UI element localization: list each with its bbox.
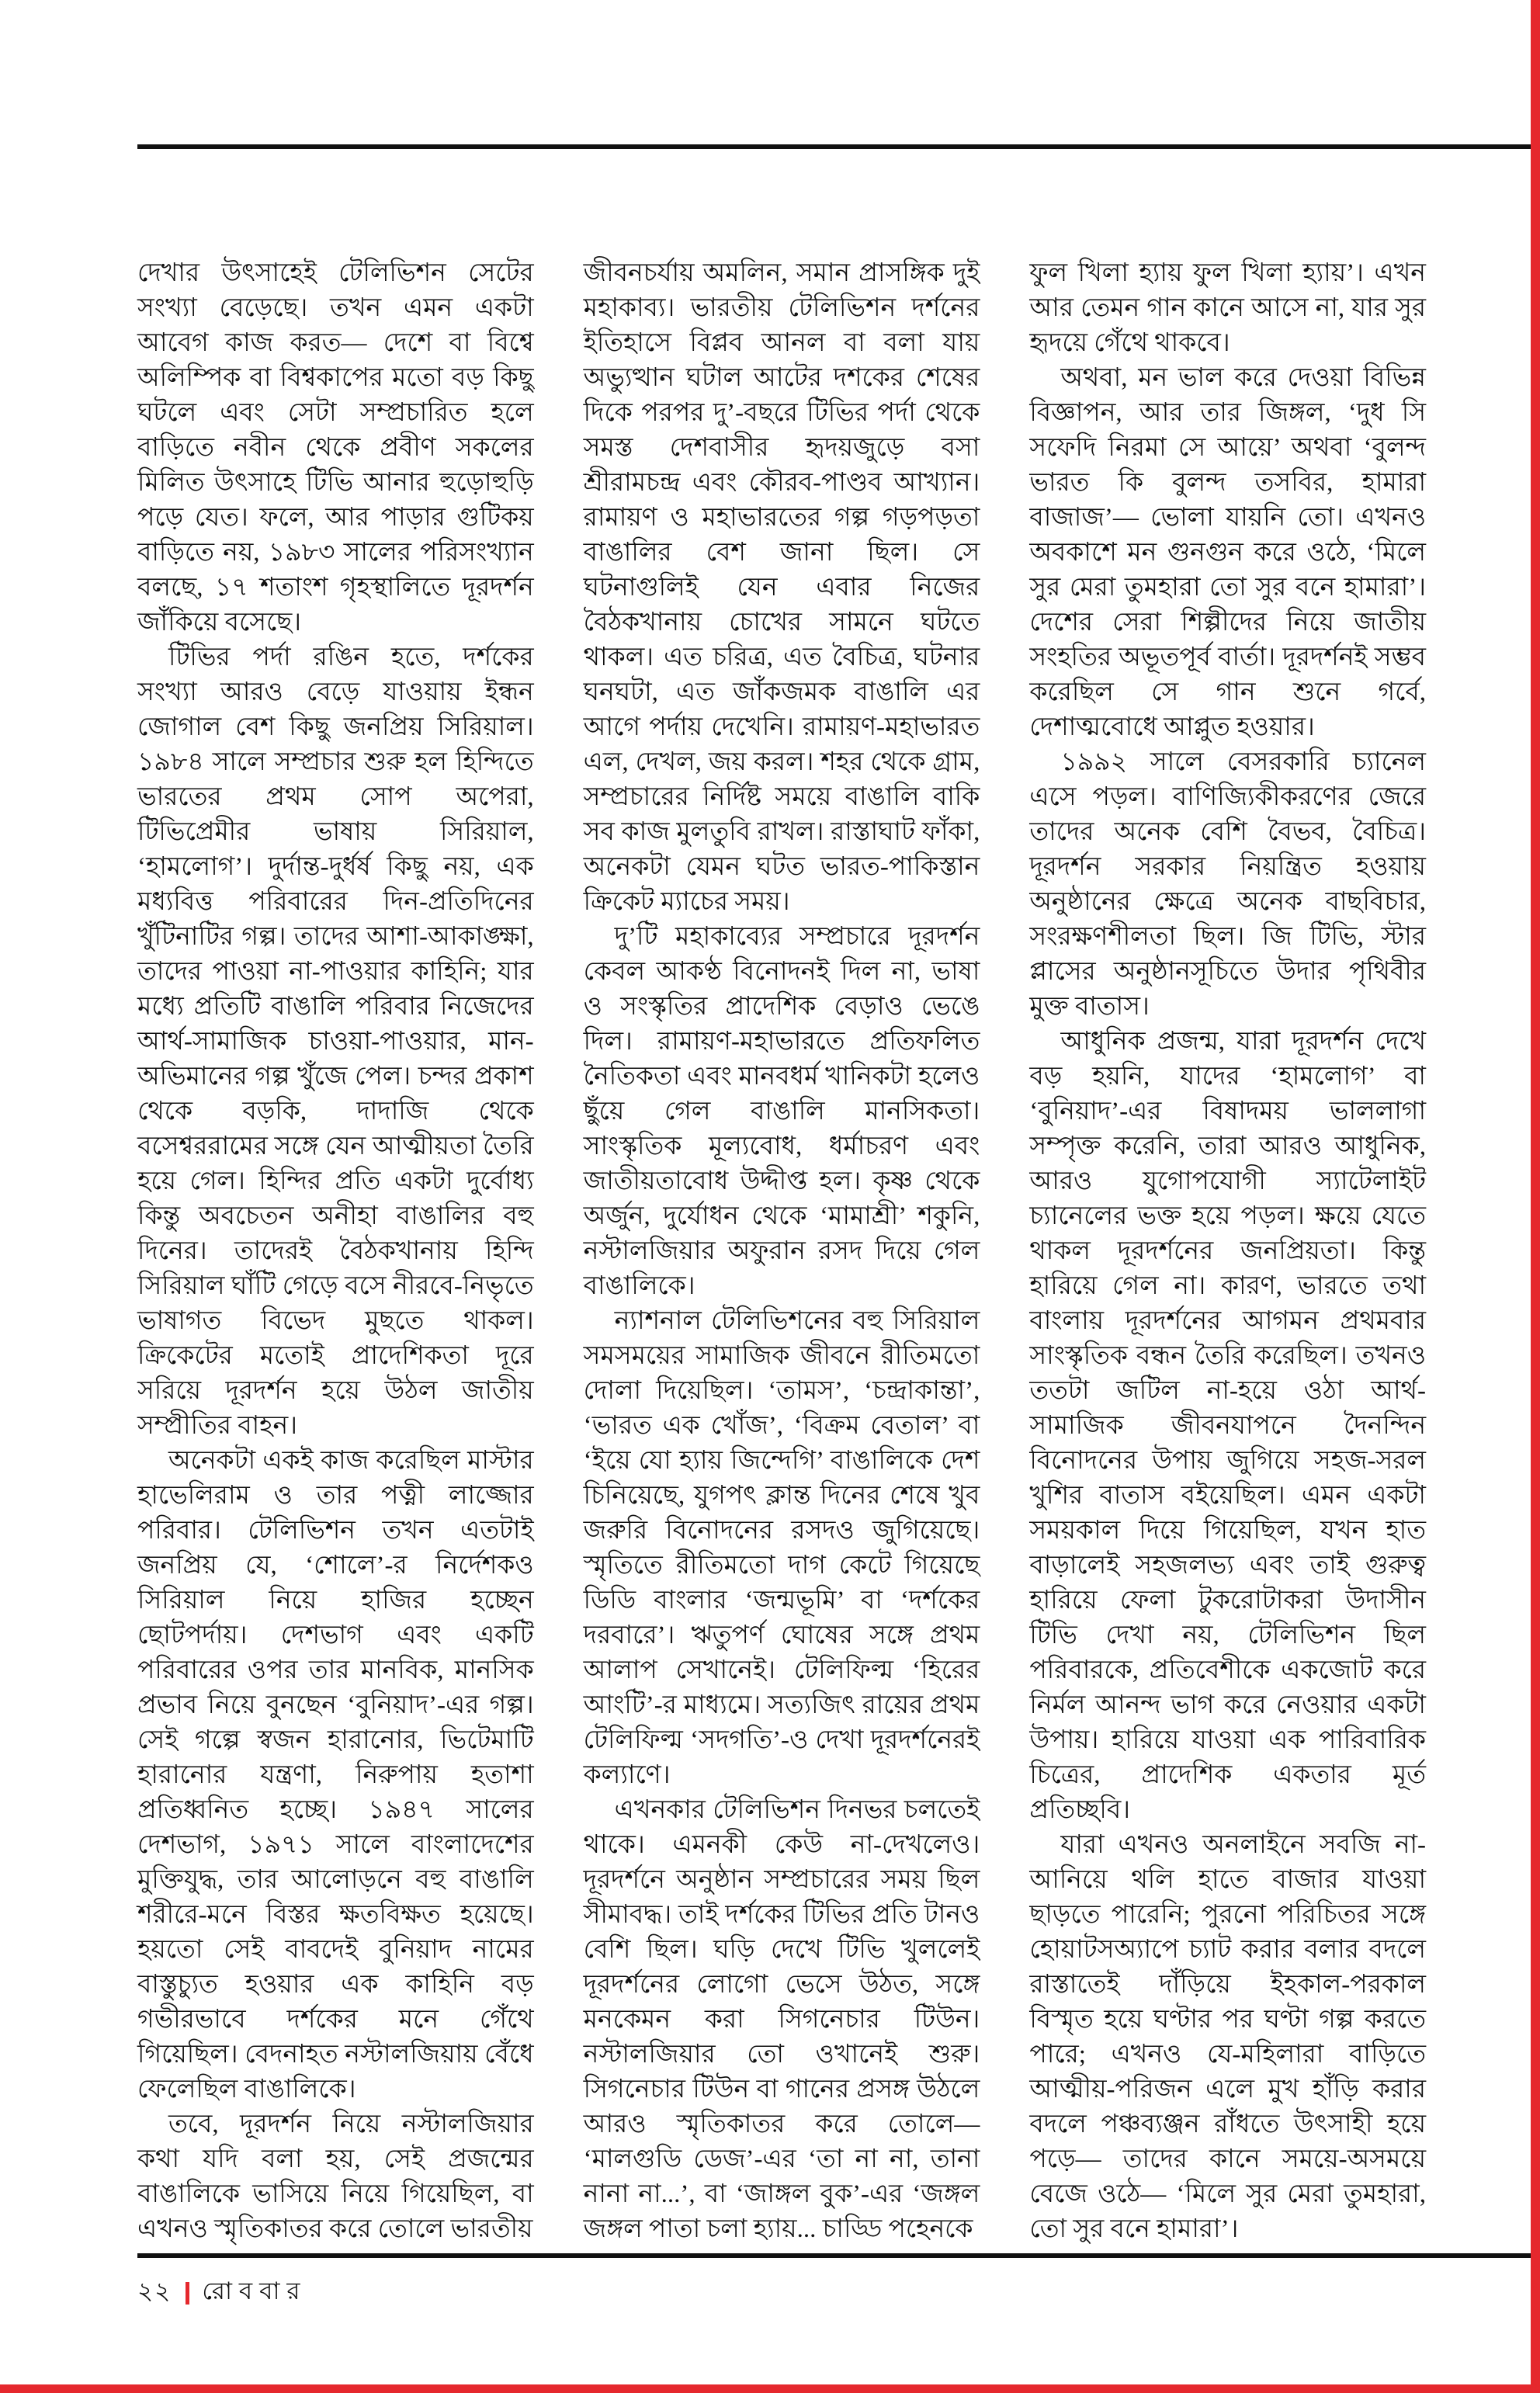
paragraph: ১৯৯২ সালে বেসরকারি চ্যানেল এসে পড়ল। বাণিজ্যিকীকরণের জেরে তাদের অনেক বেশি বৈভব, বৈচিত্র। দূরদর্শন সরকার নিয়ন্ত্রিত হওয়ায় অনুষ্ঠানের ক্ষেত্রে অনেক বাছবিচার, সংরক্ষণশীলতা ছিল। জি টিভি, স্টার প্লাসের অনুষ্ঠানসূচিতে উদার পৃথিবীর মুক্ত বাতাস। [1029,748,1427,1021]
page-footer [137,2273,307,2313]
page-edge-bottom-trim [0,2384,1540,2393]
article-column-1 [137,256,534,2247]
top-rule [137,144,1540,149]
article-column-3 [1029,256,1426,2247]
paragraph: জীবনচর্যায় অমলিন, সমান প্রাসঙ্গিক দুই মহাকাব্য। ভারতীয় টেলিভিশন দর্শনের ইতিহাসে বিপ্লব আনল বা বলা যায় অভ্যুত্থান ঘটাল আটের দশকের শেষের দিকে পরপর দু’-বছরে টিভির পর্দা থেকে সমস্ত দেশবাসীর হৃদয়জুড়ে বসা শ্রীরামচন্দ্র এবং কৌরব-পাণ্ডব আখ্যান। রামায়ণ ও মহাভারতের গল্প গড়পড়তা বাঙালির বেশ জানা ছিল। সে ঘটনাগুলিই যেন এবার নিজের বৈঠকখানায় চোখের সামনে ঘটতে থাকল। এত চরিত্র, এত বৈচিত্র, ঘটনার ঘনঘটা, এত জাঁকজমক বাঙালি এর আগে পর্দায় দেখেনি। রামায়ণ-মহাভারত এল, দেখল, জয় করল। শহর থেকে গ্রাম, সম্প্রচারের নির্দিষ্ট সময়ে বাঙালি বাকি সব কাজ মুলতুবি রাখল। রাস্তাঘাট ফাঁকা, অনেকটা যেমন ঘটত ভারত-পাকিস্তান ক্রিকেট ম্যাচের সময়। [583,259,980,916]
paragraph: টিভির পর্দা রঙিন হতে, দর্শকের সংখ্যা আরও বেড়ে যাওয়ায় ইন্ধন জোগাল বেশ কিছু জনপ্রিয় সিরিয়াল। ১৯৮৪ সালে সম্প্রচার শুরু হল হিন্দিতে ভারতের প্রথম সোপ অপেরা, টিভিপ্রেমীর ভাষায় সিরিয়াল, ‘হামলোগ’। দুর্দান্ত-দুর্ধর্ষ কিছু নয়, এক মধ্যবিত্ত পরিবারের দিন-প্রতিদিনের খুঁটিনাটির গল্প। তাদের আশা-আকাঙ্ক্ষা, তাদের পাওয়া না-পাওয়ার কাহিনি; যার মধ্যে প্রতিটি বাঙালি পরিবার নিজেদের আর্থ-সামাজিক চাওয়া-পাওয়ার, মান-অভিমানের গল্প খুঁজে পেল। চন্দর প্রকাশ থেকে বড়কি, দাদাজি থেকে বসেশ্বররামের সঙ্গে যেন আত্মীয়তা তৈরি হয়ে গেল। হিন্দির প্রতি একটা দুর্বোধ্য কিন্তু অবচেতন অনীহা বাঙালির বহু দিনের। তাদেরই বৈঠকখানায় হিন্দি সিরিয়াল ঘাঁটি গেড়ে বসে নীরবে-নিভৃতে ভাষাগত বিভেদ মুছতে থাকল। ক্রিকেটের মতোই প্রাদেশিকতা দূরে সরিয়ে দূরদর্শন হয়ে উঠল জাতীয় সম্প্রীতির বাহন। [137,643,534,1440]
page-edge-right-trim [1531,0,1540,2393]
paragraph: আধুনিক প্রজন্ম, যারা দূরদর্শন দেখে বড় হয়নি, যাদের ‘হামলোগ’ বা ‘বুনিয়াদ’-এর বিষাদময় ভাললাগা সম্পৃক্ত করেনি, তারা আরও আধুনিক, আরও যুগোপযোগী স্যাটেলাইট চ্যানেলের ভক্ত হয়ে পড়ল। ক্ষয়ে যেতে থাকল দূরদর্শনের জনপ্রিয়তা। কিন্তু হারিয়ে গেল না। কারণ, ভারতে তথা বাংলায় দূরদর্শনের আগমন প্রথমবার সাংস্কৃতিক বন্ধন তৈরি করেছিল। তখনও ততটা জটিল না-হয়ে ওঠা আর্থ-সামাজিক জীবনযাপনে দৈনন্দিন বিনোদনের উপায় জুগিয়ে সহজ-সরল খুশির বাতাস বইয়েছিল। এমন একটা সময়কাল দিয়ে গিয়েছিল, যখন হাত বাড়ালেই সহজলভ্য এবং তাই গুরুত্ব হারিয়ে ফেলা টুকরোটাকরা উদাসীন টিভি দেখা নয়, টেলিভিশন ছিল পরিবারকে, প্রতিবেশীকে একজোট করে নির্মল আনন্দ ভাগ করে নেওয়ার একটা উপায়। হারিয়ে যাওয়া এক পারিবারিক চিত্রের, প্রাদেশিক একতার মূর্ত প্রতিচ্ছবি। [1029,1028,1427,1824]
paragraph: তবে, দূরদর্শন নিয়ে নস্টালজিয়ার কথা যদি বলা হয়, সেই প্রজন্মের বাঙালিকে ভাসিয়ে নিয়ে গিয়েছিল, বা এখনও স্মৃতিকাতর করে তোলে ভারতীয় [137,2110,534,2243]
magazine-title: রোববার [202,2277,307,2305]
paragraph: অনেকটা একই কাজ করেছিল মাস্টার হাভেলিরাম ও তার পত্নী লাজ্জোর পরিবার। টেলিভিশন তখন এতটাই জনপ্রিয় যে, ‘শোলে’-র নির্দেশকও সিরিয়াল নিয়ে হাজির হচ্ছেন ছোটপর্দায়। দেশভাগ এবং একটি পরিবারের ওপর তার মানবিক, মানসিক প্রভাব নিয়ে বুনছেন ‘বুনিয়াদ’-এর গল্প। সেই গল্পে স্বজন হারানোর, ভিটেমাটি হারানোর যন্ত্রণা, নিরুপায় হতাশা প্রতিধ্বনিত হচ্ছে। ১৯৪৭ সালের দেশভাগ, ১৯৭১ সালে বাংলাদেশের মুক্তিযুদ্ধ, তার আলোড়নে বহু বাঙালি শরীরে-মনে বিস্তর ক্ষতবিক্ষত হয়েছে। হয়তো সেই বাবদেই বুনিয়াদ নামের বাস্তুচ্যুত হওয়ার এক কাহিনি বড় গভীরভাবে দর্শকের মনে গেঁথে গিয়েছিল। বেদনাহত নস্টালজিয়ায় বেঁধে ফেলেছিল বাঙালিকে। [137,1447,534,2103]
paragraph: দেখার উৎসাহেই টেলিভিশন সেটের সংখ্যা বেড়েছে। তখন এমন একটা আবেগ কাজ করত— দেশে বা বিশ্বে অলিম্পিক বা বিশ্বকাপের মতো বড় কিছু ঘটলে এবং সেটা সম্প্রচারিত হলে বাড়িতে নবীন থেকে প্রবীণ সকলের মিলিত উৎসাহে টিভি আনার হুড়োহুড়ি পড়ে যেত। ফলে, আর পাড়ার গুটিকয় বাড়িতে নয়, ১৯৮৩ সালের পরিসংখ্যান বলছে, ১৭ শতাংশ গৃহস্থালিতে দূরদর্শন জাঁকিয়ে বসেছে। [137,259,534,636]
footer-separator-bar [186,2282,189,2305]
page-number: ২২ [137,2277,172,2305]
article-column-2 [584,256,980,2247]
paragraph: ফুল খিলা হ্যায় ফুল খিলা হ্যায়’। এখন আর তেমন গান কানে আসে না, যার সুর হৃদয়ে গেঁথে থাকবে। [1029,259,1427,357]
paragraph: যারা এখনও অনলাইনে সবজি না-আনিয়ে থলি হাতে বাজার যাওয়া ছাড়তে পারেনি; পুরনো পরিচিতর সঙ্গে হোয়াটসঅ্যাপে চ্যাট করার বলার বদলে রাস্তাতেই দাঁড়িয়ে ইহকাল-পরকাল বিস্মৃত হয়ে ঘণ্টার পর ঘণ্টা গল্প করতে পারে; এখনও যে-মহিলারা বাড়িতে আত্মীয়-পরিজন এলে মুখ হাঁড়ি করার বদলে পঞ্চব্যঞ্জন রাঁধতে উৎসাহী হয়ে পড়ে— তাদের কানে সময়ে-অসময়ে বেজে ওঠে— ‘মিলে সুর মেরা তুমহারা, তো সুর বনে হামারা’। [1029,1831,1427,2243]
paragraph: ন্যাশনাল টেলিভিশনের বহু সিরিয়াল সমসময়ের সামাজিক জীবনে রীতিমতো দোলা দিয়েছিল। ‘তামস’, ‘চন্দ্রাকান্তা’, ‘ভারত এক খোঁজ’, ‘বিক্রম বেতাল’ বা ‘ইয়ে যো হ্যায় জিন্দেগি’ বাঙালিকে দেশ চিনিয়েছে, যুগপৎ ক্লান্ত দিনের শেষে খুব জরুরি বিনোদনের রসদও জুগিয়েছে। স্মৃতিতে রীতিমতো দাগ কেটে গিয়েছে ডিডি বাংলার ‘জন্মভূমি’ বা ‘দর্শকের দরবারে’। ঋতুপর্ণ ঘোষের সঙ্গে প্রথম আলাপ সেখানেই। টেলিফিল্ম ‘হিরের আংটি’-র মাধ্যমে। সত্যজিৎ রায়ের প্রথম টেলিফিল্ম ‘সদগতি’-ও দেখা দূরদর্শনেরই কল্যাণে। [583,1307,980,1789]
paragraph: দু’টি মহাকাব্যের সম্প্রচারে দূরদর্শন কেবল আকণ্ঠ বিনোদনই দিল না, ভাষা ও সংস্কৃতির প্রাদেশিক বেড়াও ভেঙে দিল। রামায়ণ-মহাভারতে প্রতিফলিত নৈতিকতা এবং মানবধর্ম খানিকটা হলেও ছুঁয়ে গেল বাঙালি মানসিকতা। সাংস্কৃতিক মূল্যবোধ, ধর্মাচরণ এবং জাতীয়তাবোধ উদ্দীপ্ত হল। কৃষ্ণ থেকে অর্জুন, দুর্যোধন থেকে ‘মামাশ্রী’ শকুনি, নস্টালজিয়ার অফুরান রসদ দিয়ে গেল বাঙালিকে। [583,923,980,1300]
article-body [137,256,1426,2247]
paragraph: এখনকার টেলিভিশন দিনভর চলতেই থাকে। এমনকী কেউ না-দেখলেও। দূরদর্শনে অনুষ্ঠান সম্প্রচারের সময় ছিল সীমাবদ্ধ। তাই দর্শকের টিভির প্রতি টানও বেশি ছিল। ঘড়ি দেখে টিভি খুললেই দূরদর্শনের লোগো ভেসে উঠত, সঙ্গে মনকেমন করা সিগনেচার টিউন। নস্টালজিয়ার তো ওখানেই শুরু। সিগনেচার টিউন বা গানের প্রসঙ্গ উঠলে আরও স্মৃতিকাতর করে তোলে— ‘মালগুডি ডেজ’-এর ‘তা না না, তানা নানা না...’, বা ‘জাঙ্গল বুক’-এর ‘জঙ্গল জঙ্গল পাতা চলা হ্যায়... চাড্ডি পহেনকে [583,1796,980,2243]
paragraph: অথবা, মন ভাল করে দেওয়া বিভিন্ন বিজ্ঞাপন, আর তার জিঙ্গল, ‘দুধ সি সফেদি নিরমা সে আয়ে’ অথবা ‘বুলন্দ ভারত কি বুলন্দ তসবির, হামারা বাজাজ’— ভোলা যায়নি তো। এখনও অবকাশে মন গুনগুন করে ওঠে, ‘মিলে সুর মেরা তুমহারা তো সুর বনে হামারা’। দেশের সেরা শিল্পীদের নিয়ে জাতীয় সংহতির অভূতপূর্ব বার্তা। দূরদর্শনই সম্ভব করেছিল সে গান শুনে গর্বে, দেশাত্মবোধে আপ্লুত হওয়ার। [1029,364,1427,741]
footer-rule [137,2253,1540,2258]
